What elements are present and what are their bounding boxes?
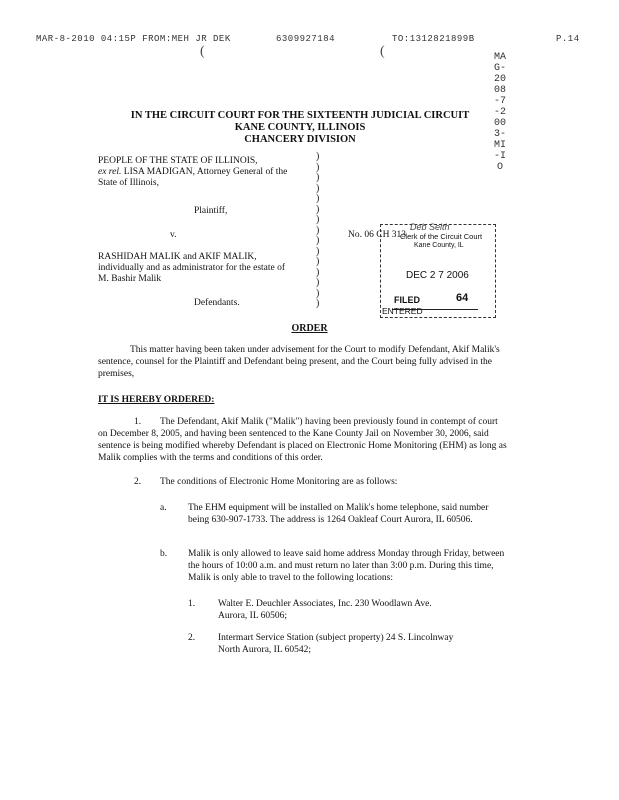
location-2-line2: North Aurora, IL 60542;	[218, 645, 312, 655]
case-number: No. 06 CH 313	[348, 230, 407, 240]
plaintiff-block	[98, 156, 318, 189]
punch-mark-right: (	[380, 44, 385, 59]
punch-mark-left: (	[200, 44, 205, 59]
defendant-line3: M. Bashir Malik	[98, 274, 162, 284]
paragraph2: The conditions of Electronic Home Monitoring are as follows:	[160, 477, 398, 487]
caption-parentheses: ) ) ) ) ) ) ) ) ) ) ) ) ) ) )	[316, 151, 320, 309]
plaintiff-line2-rest: LISA MADIGAN, Attorney General of the	[121, 167, 288, 177]
clerk-title: Clerk of the Circuit Court	[400, 232, 483, 241]
sub-b-label: b.	[160, 549, 168, 559]
stamp-date: DEC 2 7 2006	[406, 270, 469, 281]
fax-header-to: TO:1312821899B	[392, 34, 475, 44]
paragraph1-number: 1.	[134, 417, 142, 427]
location-1-number: 1.	[188, 599, 196, 609]
plaintiff-line2	[98, 167, 318, 178]
plaintiff-line3: State of Illinois,	[98, 178, 159, 188]
ordered-heading: IT IS HEREBY ORDERED:	[98, 395, 215, 405]
sub-a-text: The EHM equipment will be installed on Malik's home telephone, said number being 630-907-1733. The address is 1264 Oakleaf Court Aurora, IL 60506.	[188, 503, 489, 525]
location-1	[218, 598, 508, 622]
clerk-county: Kane County, IL	[414, 242, 464, 249]
ex-rel: ex rel.	[98, 167, 122, 177]
versus: v.	[170, 230, 177, 240]
paragraph1: The Defendant, Akif Malik ("Malik") having been previously found in contempt of court on December 8, 2005, and having been sentenced to the Kane County Jail on November 30, 2006, said sentence is being modified whereby Defendant is placed on Electronic Home Monitoring (EHM) as long as Malik complies with the terms and conditions of this order.	[98, 417, 507, 463]
sub-b-text: Malik is only allowed to leave said home address Monday through Friday, between the hours of 10:00 a.m. and must return no later than 3:00 p.m. During this time, Malik is only able to travel to the following locations:	[188, 549, 505, 583]
paragraph2-number: 2.	[134, 477, 142, 487]
order-title: ORDER	[291, 323, 328, 334]
defendant-line2: individually and as administrator for the estate of	[98, 263, 286, 273]
side-file-stamp: MAG-2008-7-2003-MI-IO	[494, 52, 507, 173]
court-header	[100, 110, 500, 146]
location-2	[218, 632, 508, 656]
fax-header-page: P.14	[556, 34, 580, 44]
sub-a-label: a.	[160, 503, 167, 513]
intro-paragraph: This matter having been taken under advisement for the Court to modify Defendant, Akif Malik's sentence, counsel for the Plaintiff and Defendant being present, and the Court being fully advised in the premises,	[98, 345, 500, 379]
plaintiff-label: Plaintiff,	[194, 206, 228, 216]
stamp-entered: ENTERED	[382, 306, 423, 316]
stamp-filed: FILED	[394, 295, 420, 305]
location-1-line1: Walter E. Deuchler Associates, Inc. 230 Woodlawn Ave.	[218, 599, 432, 609]
court-header-line1: IN THE CIRCUIT COURT FOR THE SIXTEENTH JUDICIAL CIRCUIT	[130, 110, 470, 121]
fax-header-from: MAR-8-2010 04:15P FROM:MEH JR DEK	[36, 34, 231, 44]
clerk-signature: Deb Seith	[410, 222, 450, 232]
stamp-number: 64	[456, 292, 469, 304]
location-1-line2: Aurora, IL 60506;	[218, 611, 288, 621]
fax-header-phone: 6309927184	[276, 34, 336, 44]
defendant-label: Defendants.	[194, 298, 240, 308]
location-2-line1: Intermart Service Station (subject property) 24 S. Lincolnway	[218, 633, 454, 643]
plaintiff-line1: PEOPLE OF THE STATE OF ILLINOIS,	[98, 156, 258, 166]
court-header-line2: KANE COUNTY, ILLINOIS	[234, 122, 366, 133]
court-header-line3: CHANCERY DIVISION	[244, 134, 356, 145]
defendant-block	[98, 252, 323, 285]
location-2-number: 2.	[188, 633, 196, 643]
defendant-line1: RASHIDAH MALIK and AKIF MALIK,	[98, 252, 257, 262]
